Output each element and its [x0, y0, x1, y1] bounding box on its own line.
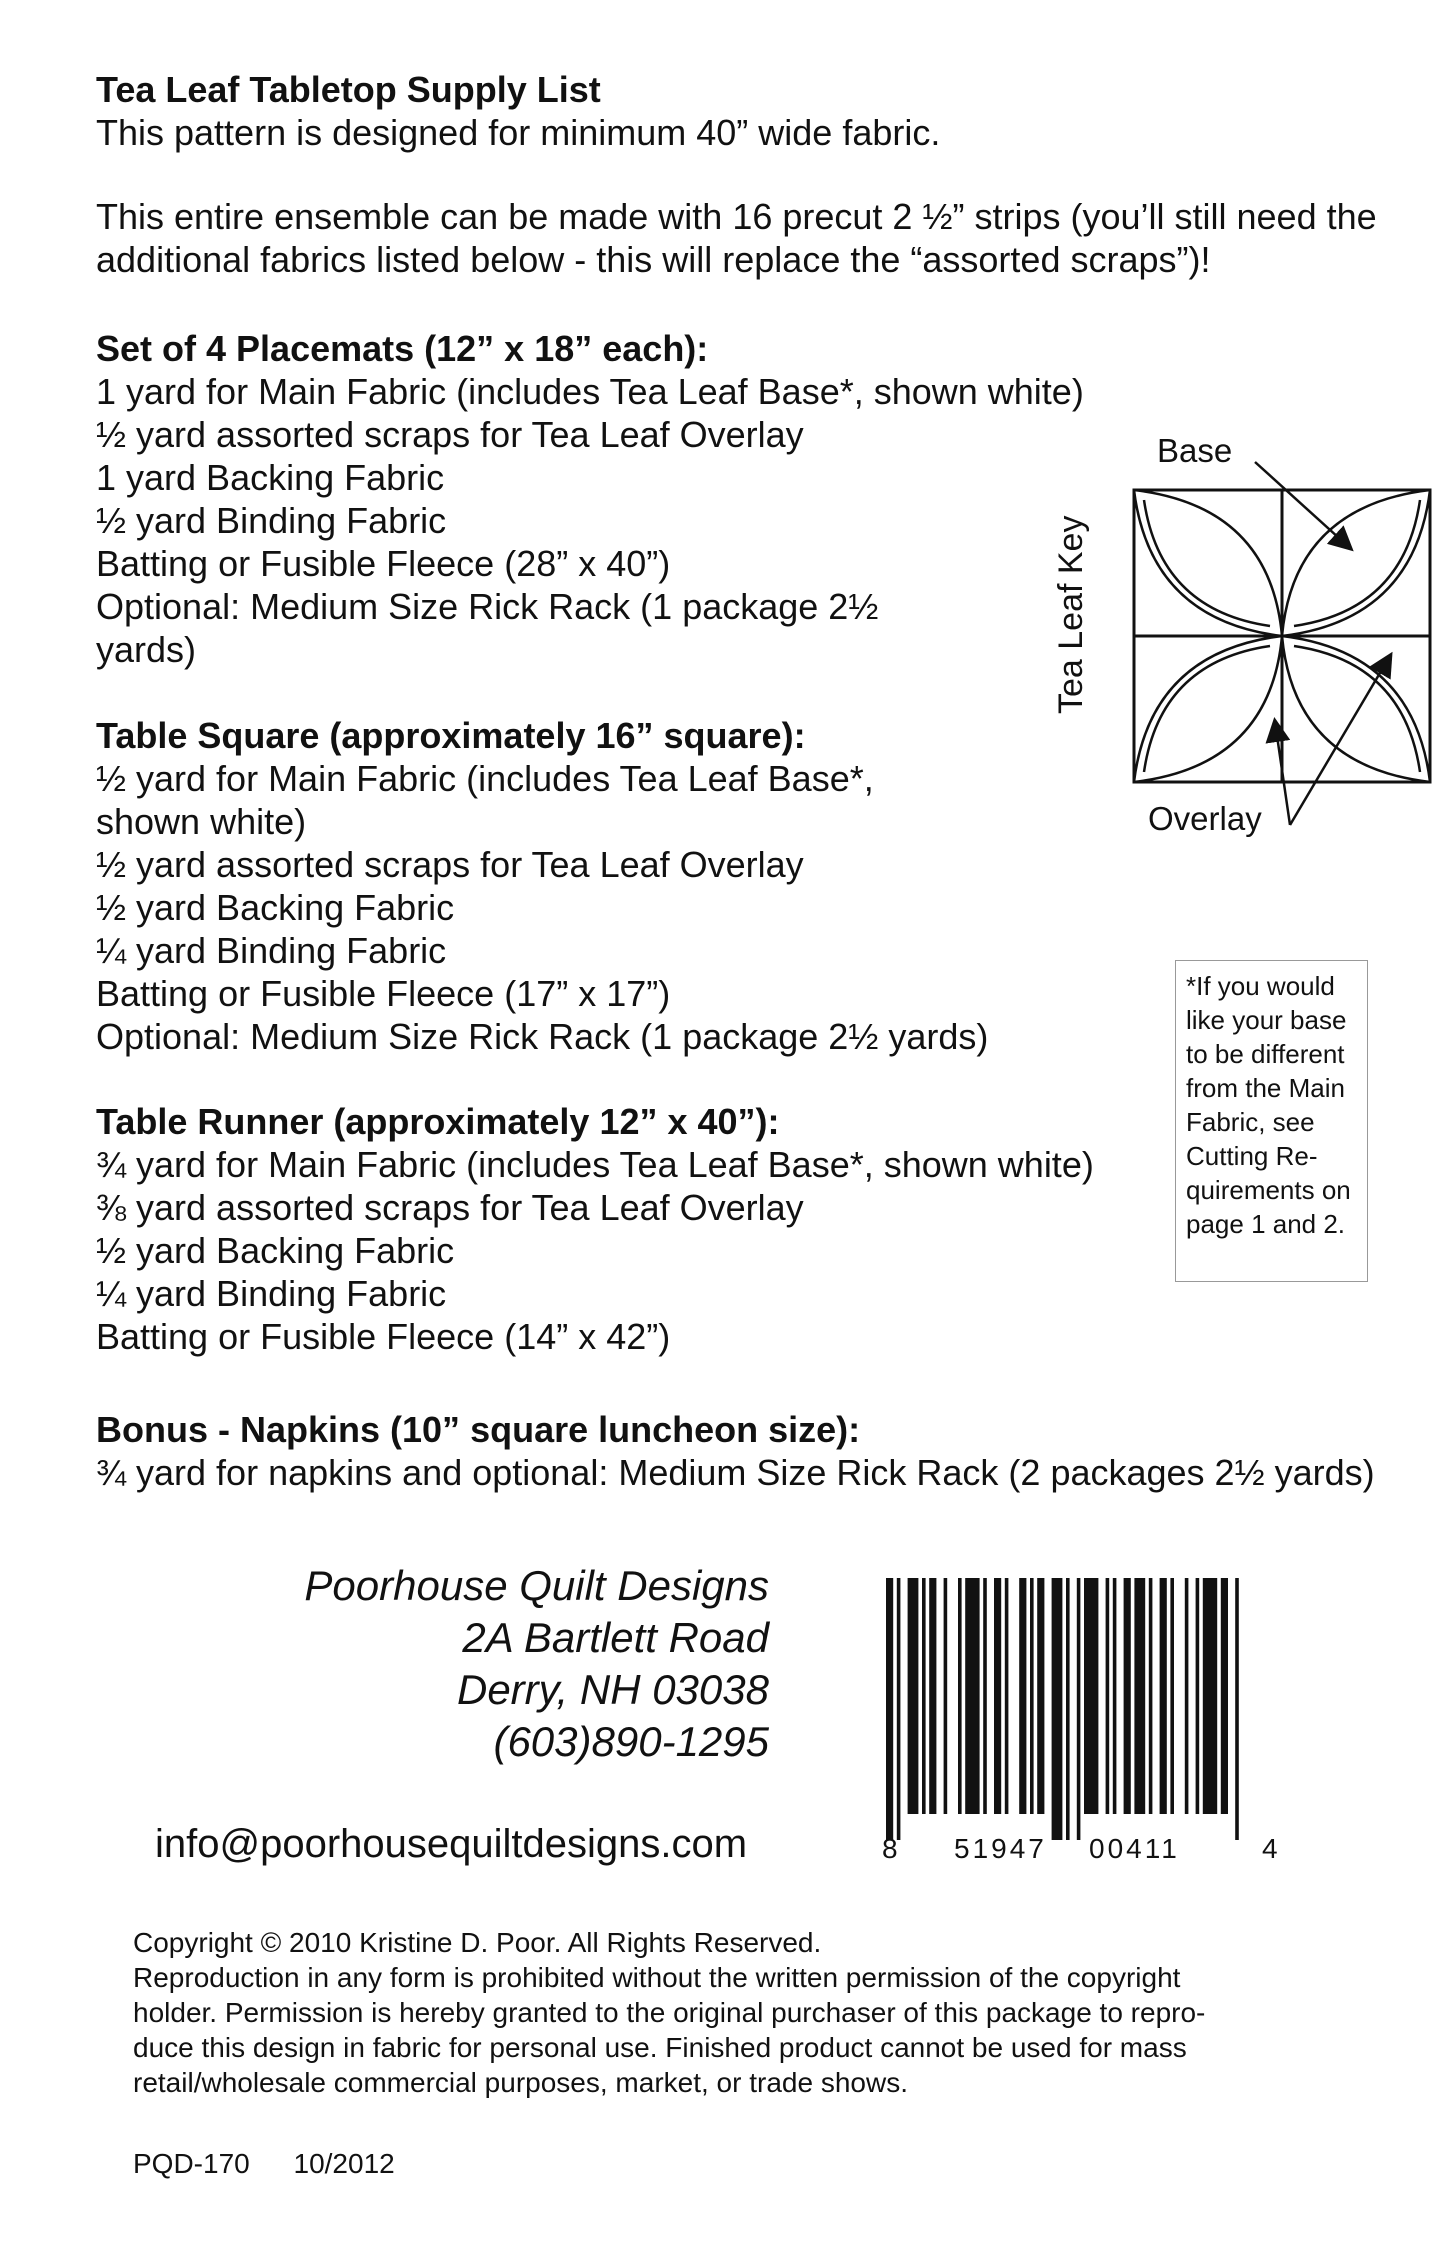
- list-item: Batting or Fusible Fleece (14” x 42”): [96, 1316, 671, 1357]
- list-item: Batting or Fusible Fleece (28” x 40”): [96, 543, 671, 584]
- list-item: ¼ yard Binding Fabric: [96, 1273, 447, 1314]
- note-box-line: to be different: [1186, 1039, 1345, 1069]
- barcode-left-digits: 51947: [954, 1833, 1047, 1864]
- barcode-bar: [958, 1578, 962, 1814]
- email-address: info@poorhousequiltdesigns.com: [155, 1822, 748, 1866]
- barcode-bar: [1203, 1578, 1217, 1814]
- barcode-bar: [1134, 1578, 1145, 1814]
- barcode-first-digit: 8: [882, 1833, 898, 1864]
- barcode-bar: [908, 1578, 919, 1814]
- barcode-bar: [1170, 1578, 1174, 1814]
- table-square-section: [96, 714, 988, 1058]
- note-box-line: quirements on: [1186, 1175, 1351, 1205]
- barcode-bar: [929, 1578, 936, 1814]
- pattern-code-line: [133, 2148, 431, 2180]
- list-item: ¼ yard Binding Fabric: [96, 930, 447, 971]
- table-runner-section: [96, 1100, 1094, 1358]
- city-state-zip: Derry, NH 03038: [456, 1666, 769, 1713]
- barcode-bar: [994, 1578, 1001, 1814]
- section-heading: Bonus - Napkins (10” square luncheon size):: [96, 1409, 861, 1450]
- list-item: ½ yard assorted scraps for Tea Leaf Overlay: [96, 414, 804, 455]
- list-item: ¾ yard for napkins and optional: Medium Size Rick Rack (2 packages 2½ yards): [96, 1452, 1375, 1493]
- page-title: Tea Leaf Tabletop Supply List: [96, 69, 601, 110]
- list-item: ½ yard Binding Fabric: [96, 500, 447, 541]
- copyright-line: duce this design in fabric for personal use. Finished product cannot be used for mass: [133, 2032, 1187, 2063]
- section-heading: Table Square (approximately 16” square):: [96, 715, 806, 756]
- list-item: ½ yard Backing Fabric: [96, 1230, 455, 1271]
- copyright-line: Copyright © 2010 Kristine D. Poor. All Rights Reserved.: [133, 1927, 822, 1958]
- barcode-bar: [944, 1578, 948, 1814]
- note-box-line: Cutting Re-: [1186, 1141, 1318, 1171]
- note-box-line: like your base: [1186, 1005, 1347, 1035]
- barcode-bar: [1196, 1578, 1200, 1814]
- copyright-line: retail/wholesale commercial purposes, market, or trade shows.: [133, 2067, 908, 2098]
- list-item: shown white): [96, 801, 307, 842]
- barcode-bar: [897, 1578, 901, 1840]
- barcode-bar: [1113, 1578, 1117, 1814]
- overlay-label: Overlay: [1148, 800, 1262, 837]
- barcode-bar: [1030, 1578, 1034, 1814]
- barcode-bar: [1066, 1578, 1070, 1840]
- placemats-section: [96, 327, 1084, 671]
- list-item: 1 yard for Main Fabric (includes Tea Leaf Base*, shown white): [96, 371, 1084, 412]
- list-item: ½ yard for Main Fabric (includes Tea Leaf Base*,: [96, 758, 874, 799]
- list-item: ½ yard Backing Fabric: [96, 887, 455, 928]
- barcode-bar: [1149, 1578, 1153, 1814]
- napkins-section: [96, 1408, 1375, 1494]
- note-line: This entire ensemble can be made with 16 precut 2 ½” strips (you’ll still need the: [96, 196, 1377, 237]
- section-heading: Set of 4 Placemats (12” x 18” each):: [96, 328, 709, 369]
- barcode-right-digits: 00411: [1089, 1833, 1180, 1864]
- list-item: Batting or Fusible Fleece (17” x 17”): [96, 973, 671, 1014]
- list-item: yards): [96, 629, 197, 670]
- note-box-line: page 1 and 2.: [1186, 1209, 1346, 1239]
- barcode-bar: [922, 1578, 926, 1814]
- barcode-bar: [1084, 1578, 1098, 1814]
- pattern-code: PQD-170: [133, 2148, 250, 2179]
- barcode-bar: [1052, 1578, 1063, 1840]
- page-subtitle: This pattern is designed for minimum 40” wide fabric.: [96, 112, 941, 153]
- list-item: Optional: Medium Size Rick Rack (1 package 2½ yards): [96, 1016, 989, 1057]
- barcode-bar: [1124, 1578, 1131, 1814]
- upc-barcode: [880, 1578, 1260, 1840]
- list-item: ⅜ yard assorted scraps for Tea Leaf Overlay: [96, 1187, 804, 1228]
- base-label: Base: [1157, 432, 1233, 469]
- list-item: ¾ yard for Main Fabric (includes Tea Leaf Base*, shown white): [96, 1144, 1094, 1185]
- note-box-line: from the Main: [1186, 1073, 1345, 1103]
- section-heading: Table Runner (approximately 12” x 40”):: [96, 1101, 780, 1142]
- company-name: Poorhouse Quilt Designs: [304, 1562, 769, 1609]
- base-fabric-note: [1175, 960, 1368, 1282]
- list-item: ½ yard assorted scraps for Tea Leaf Overlay: [96, 844, 804, 885]
- list-item: Optional: Medium Size Rick Rack (1 package 2½: [96, 586, 879, 627]
- note-box-line: Fabric, see: [1186, 1107, 1315, 1137]
- barcode-bar: [965, 1578, 979, 1814]
- barcode-bar: [1019, 1578, 1026, 1814]
- barcode-bar: [1160, 1578, 1167, 1814]
- copyright-line: Reproduction in any form is prohibited without the written permission of the copyright: [133, 1962, 1181, 1993]
- barcode-bar: [1077, 1578, 1081, 1840]
- company-address: [304, 1560, 769, 1768]
- precut-strips-note: [96, 195, 1377, 281]
- copyright-notice: [133, 1925, 1205, 2100]
- barcode-last-digit: 4: [1262, 1833, 1278, 1864]
- barcode-bar: [886, 1578, 893, 1840]
- street-address: 2A Bartlett Road: [462, 1614, 769, 1661]
- barcode-bar: [1235, 1578, 1239, 1840]
- list-item: 1 yard Backing Fabric: [96, 457, 445, 498]
- barcode-bar: [1005, 1578, 1009, 1814]
- note-box-line: *If you would: [1186, 971, 1335, 1001]
- phone-number: (603)890-1295: [493, 1718, 769, 1765]
- barcode-bar: [1221, 1578, 1228, 1814]
- note-line: additional fabrics listed below - this will replace the “assorted scraps”)!: [96, 239, 1211, 280]
- barcode-bar: [1106, 1578, 1110, 1814]
- intro-section: [96, 68, 940, 154]
- key-title: Tea Leaf Key: [1052, 515, 1090, 714]
- barcode-bar: [1037, 1578, 1044, 1814]
- barcode-bar: [1185, 1578, 1189, 1814]
- tea-leaf-diagram: [1120, 420, 1445, 840]
- barcode-bar: [983, 1578, 987, 1814]
- copyright-line: holder. Permission is hereby granted to the original purchaser of this package to repro-: [133, 1997, 1206, 2028]
- pattern-date: 10/2012: [293, 2148, 395, 2179]
